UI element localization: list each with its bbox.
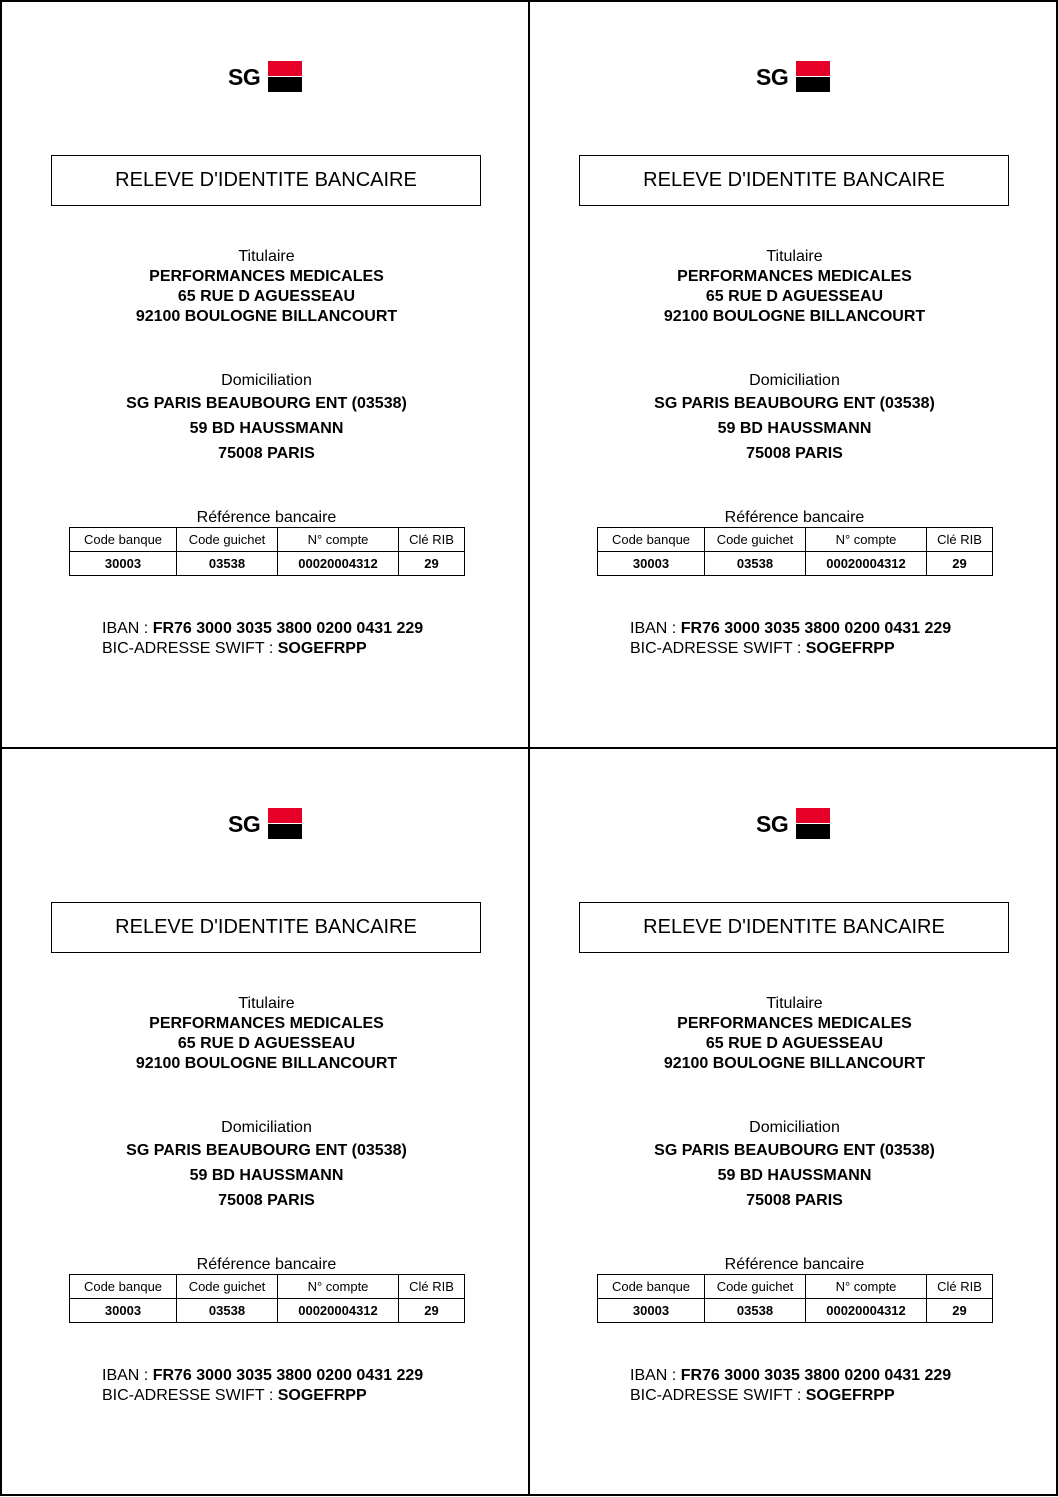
branch-city: 75008 PARIS: [218, 445, 315, 462]
rib-key-value: 29: [399, 1299, 465, 1323]
col-header-rib-key: Clé RIB: [927, 1275, 993, 1299]
holder-name: PERFORMANCES MEDICALES: [149, 1015, 384, 1032]
rib-table-value-row: [598, 1299, 993, 1323]
reference-label: Référence bancaire: [724, 1256, 865, 1273]
bic-label: BIC-ADRESSE SWIFT :: [102, 1387, 278, 1404]
domiciliation-label: Domiciliation: [749, 1119, 840, 1136]
iban-label: IBAN :: [102, 620, 153, 637]
holder-label: Titulaire: [238, 248, 295, 265]
rib-table-header-row: [70, 528, 465, 552]
iban-bic-section: [102, 1366, 423, 1406]
sg-logo: [756, 807, 836, 843]
rib-table-value-row: [598, 552, 993, 576]
sg-logo-red-bar: [796, 808, 830, 823]
holder-section: [2, 994, 531, 1074]
account-number-value: 00020004312: [806, 1299, 927, 1323]
holder-label: Titulaire: [766, 248, 823, 265]
bic-line: [102, 639, 423, 659]
col-header-branch-code: Code guichet: [705, 528, 806, 552]
reference-label: Référence bancaire: [196, 509, 337, 526]
bank-code-value: 30003: [70, 552, 177, 576]
iban-value: FR76 3000 3035 3800 0200 0431 229: [680, 1367, 952, 1384]
sg-logo-red-bar: [268, 61, 302, 76]
col-header-branch-code: Code guichet: [705, 1275, 806, 1299]
bic-line: [102, 1386, 423, 1406]
account-number-value: 00020004312: [278, 1299, 399, 1323]
holder-city: 92100 BOULOGNE BILLANCOURT: [135, 1055, 398, 1072]
branch-city: 75008 PARIS: [746, 445, 843, 462]
branch-street: 59 BD HAUSSMANN: [189, 1167, 344, 1184]
col-header-bank-code: Code banque: [598, 1275, 705, 1299]
branch-name: SG PARIS BEAUBOURG ENT (03538): [126, 395, 407, 412]
rib-table-value-row: [70, 552, 465, 576]
branch-city: 75008 PARIS: [218, 1192, 315, 1209]
bank-code-value: 30003: [598, 552, 705, 576]
reference-label: Référence bancaire: [724, 509, 865, 526]
col-header-bank-code: Code banque: [70, 1275, 177, 1299]
col-header-account-number: N° compte: [806, 1275, 927, 1299]
holder-street: 65 RUE D AGUESSEAU: [705, 288, 884, 305]
sg-logo-black-bar: [796, 77, 830, 92]
iban-value: FR76 3000 3035 3800 0200 0431 229: [152, 1367, 424, 1384]
rib-table-value-row: [70, 1299, 465, 1323]
col-header-rib-key: Clé RIB: [399, 1275, 465, 1299]
col-header-account-number: N° compte: [278, 1275, 399, 1299]
branch-name: SG PARIS BEAUBOURG ENT (03538): [654, 395, 935, 412]
col-header-bank-code: Code banque: [598, 528, 705, 552]
iban-line: [630, 619, 951, 639]
col-header-branch-code: Code guichet: [177, 1275, 278, 1299]
branch-street: 59 BD HAUSSMANN: [717, 420, 872, 437]
branch-code-value: 03538: [705, 552, 806, 576]
domiciliation-section: [2, 1117, 531, 1213]
bic-line: [630, 639, 951, 659]
col-header-rib-key: Clé RIB: [927, 528, 993, 552]
sg-logo-black-bar: [268, 77, 302, 92]
sg-logo-black-bar: [268, 824, 302, 839]
rib-key-value: 29: [927, 1299, 993, 1323]
col-header-rib-key: Clé RIB: [399, 528, 465, 552]
bic-label: BIC-ADRESSE SWIFT :: [630, 1387, 806, 1404]
holder-name: PERFORMANCES MEDICALES: [677, 268, 912, 285]
branch-name: SG PARIS BEAUBOURG ENT (03538): [126, 1142, 407, 1159]
document-title: RELEVE D'IDENTITE BANCAIRE: [579, 155, 1009, 206]
bic-label: BIC-ADRESSE SWIFT :: [102, 640, 278, 657]
account-number-value: 00020004312: [278, 552, 399, 576]
document-title: RELEVE D'IDENTITE BANCAIRE: [51, 902, 481, 953]
holder-section: [2, 247, 531, 327]
bank-code-value: 30003: [70, 1299, 177, 1323]
rib-card: [0, 0, 529, 748]
rib-card: [529, 748, 1058, 1496]
domiciliation-section: [530, 1117, 1058, 1213]
col-header-branch-code: Code guichet: [177, 528, 278, 552]
document-title: RELEVE D'IDENTITE BANCAIRE: [51, 155, 481, 206]
domiciliation-section: [2, 370, 531, 466]
branch-city: 75008 PARIS: [746, 1192, 843, 1209]
domiciliation-section: [530, 370, 1058, 466]
sg-logo-text: SG: [756, 811, 789, 837]
holder-city: 92100 BOULOGNE BILLANCOURT: [663, 1055, 926, 1072]
iban-line: [102, 1366, 423, 1386]
sg-logo-red-bar: [268, 808, 302, 823]
sg-logo: [228, 60, 308, 96]
branch-street: 59 BD HAUSSMANN: [717, 1167, 872, 1184]
bic-value: SOGEFRPP: [277, 640, 367, 657]
iban-bic-section: [630, 619, 951, 659]
sg-logo-text: SG: [228, 811, 261, 837]
iban-bic-section: [102, 619, 423, 659]
col-header-account-number: N° compte: [278, 528, 399, 552]
holder-label: Titulaire: [238, 995, 295, 1012]
sg-logo-red-bar: [796, 61, 830, 76]
rib-table: [69, 1274, 465, 1323]
iban-bic-section: [630, 1366, 951, 1406]
reference-label: Référence bancaire: [196, 1256, 337, 1273]
bic-label: BIC-ADRESSE SWIFT :: [630, 640, 806, 657]
iban-label: IBAN :: [630, 620, 681, 637]
col-header-bank-code: Code banque: [70, 528, 177, 552]
branch-code-value: 03538: [177, 1299, 278, 1323]
col-header-account-number: N° compte: [806, 528, 927, 552]
holder-street: 65 RUE D AGUESSEAU: [705, 1035, 884, 1052]
branch-name: SG PARIS BEAUBOURG ENT (03538): [654, 1142, 935, 1159]
sg-logo: [756, 60, 836, 96]
rib-key-value: 29: [399, 552, 465, 576]
iban-line: [102, 619, 423, 639]
iban-value: FR76 3000 3035 3800 0200 0431 229: [680, 620, 952, 637]
iban-value: FR76 3000 3035 3800 0200 0431 229: [152, 620, 424, 637]
holder-section: [530, 247, 1058, 327]
iban-line: [630, 1366, 951, 1386]
iban-label: IBAN :: [630, 1367, 681, 1384]
rib-table-header-row: [70, 1275, 465, 1299]
bank-code-value: 30003: [598, 1299, 705, 1323]
iban-label: IBAN :: [102, 1367, 153, 1384]
document-title: RELEVE D'IDENTITE BANCAIRE: [579, 902, 1009, 953]
holder-label: Titulaire: [766, 995, 823, 1012]
bic-value: SOGEFRPP: [277, 1387, 367, 1404]
holder-section: [530, 994, 1058, 1074]
domiciliation-label: Domiciliation: [749, 372, 840, 389]
rib-table: [597, 1274, 993, 1323]
sg-logo-text: SG: [756, 64, 789, 90]
branch-code-value: 03538: [705, 1299, 806, 1323]
holder-street: 65 RUE D AGUESSEAU: [177, 1035, 356, 1052]
bic-value: SOGEFRPP: [805, 640, 895, 657]
sg-logo-black-bar: [796, 824, 830, 839]
account-number-value: 00020004312: [806, 552, 927, 576]
branch-code-value: 03538: [177, 552, 278, 576]
holder-city: 92100 BOULOGNE BILLANCOURT: [663, 308, 926, 325]
bic-line: [630, 1386, 951, 1406]
rib-key-value: 29: [927, 552, 993, 576]
domiciliation-label: Domiciliation: [221, 372, 312, 389]
domiciliation-label: Domiciliation: [221, 1119, 312, 1136]
branch-street: 59 BD HAUSSMANN: [189, 420, 344, 437]
rib-table: [597, 527, 993, 576]
rib-card: [529, 0, 1058, 748]
rib-table: [69, 527, 465, 576]
holder-name: PERFORMANCES MEDICALES: [677, 1015, 912, 1032]
holder-city: 92100 BOULOGNE BILLANCOURT: [135, 308, 398, 325]
rib-card: [0, 748, 529, 1496]
bic-value: SOGEFRPP: [805, 1387, 895, 1404]
holder-street: 65 RUE D AGUESSEAU: [177, 288, 356, 305]
rib-table-header-row: [598, 528, 993, 552]
holder-name: PERFORMANCES MEDICALES: [149, 268, 384, 285]
rib-table-header-row: [598, 1275, 993, 1299]
sg-logo-text: SG: [228, 64, 261, 90]
sg-logo: [228, 807, 308, 843]
